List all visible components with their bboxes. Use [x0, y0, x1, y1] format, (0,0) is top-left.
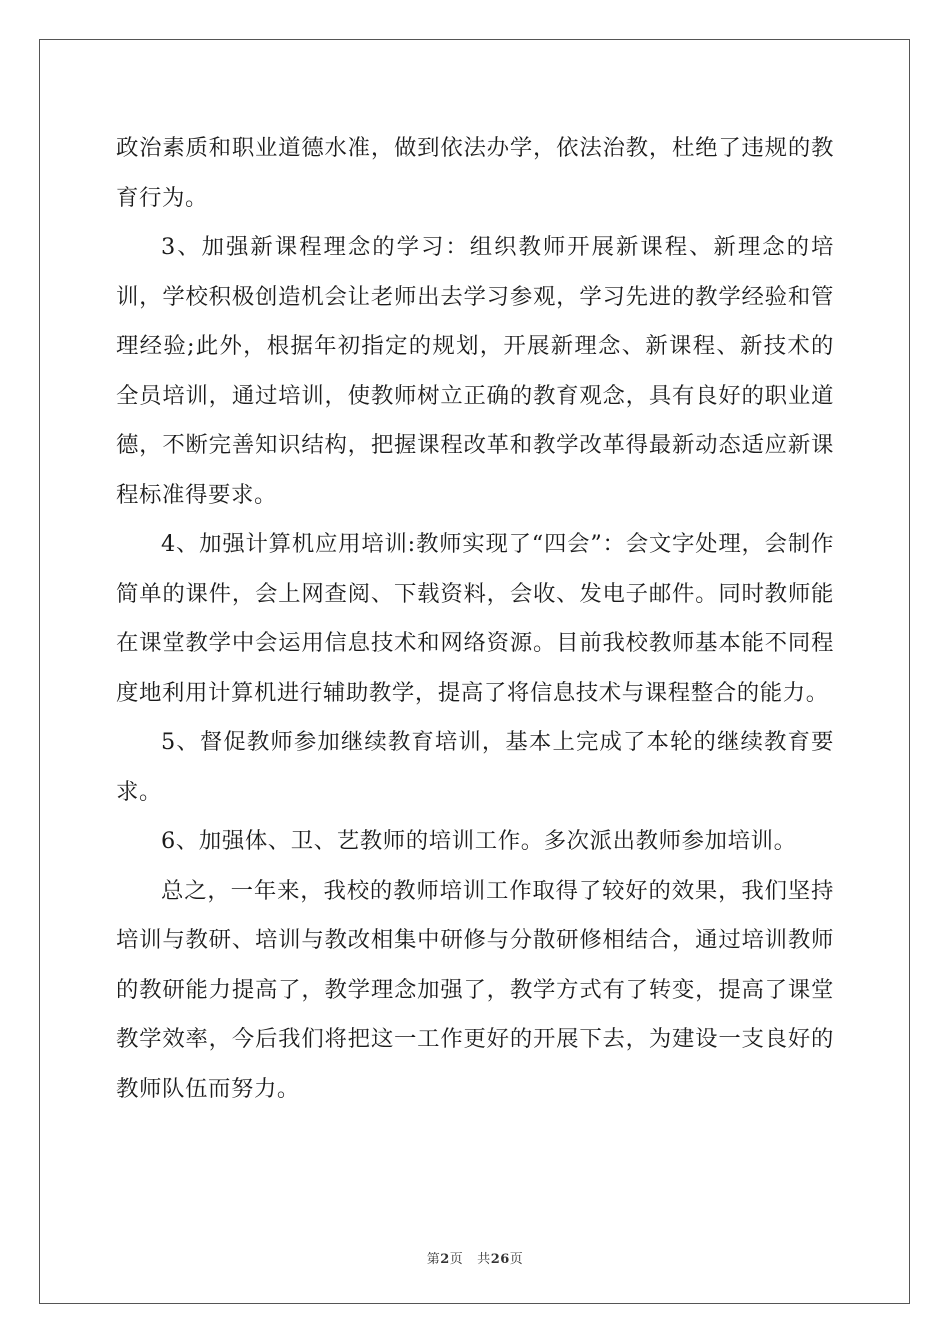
page-footer	[0, 1248, 950, 1267]
paragraph-item-6: 6、加强体、卫、艺教师的培训工作。多次派出教师参加培训。	[161, 828, 797, 854]
paragraph-summary: 总之，一年来，我校的教师培训工作取得了较好的效果，我们坚持培训与教研、培训与教改相集中研修与分散研修相结合，通过培训教师的教研能力提高了，教学理念加强了，教学方式有了转变，提高了课堂教学效率，今后我们将把这一工作更好的开展下去，为建设一支良好的教师队伍而努力。	[116, 877, 834, 1102]
footer-page-total: 26	[490, 1252, 510, 1267]
paragraph-item-3: 3、加强新课程理念的学习：组织教师开展新课程、新理念的培训，学校积极创造机会让老师出去学习参观，学习先进的教学经验和管理经验;此外，根据年初指定的规划，开展新理念、新课程、新技术的全员培训，通过培训，使教师树立正确的教育观念，具有良好的职业道德，不断完善知识结构，把握课程改革和教学改革得最新动态适应新课程标准得要求。	[116, 234, 834, 508]
paragraph-continuation: 政治素质和职业道德水准，做到依法办学，依法治教，杜绝了违规的教育行为。	[116, 135, 834, 211]
paragraph-item-5: 5、督促教师参加继续教育培训，基本上完成了本轮的继续教育要求。	[116, 729, 834, 805]
footer-page-current: 2	[440, 1252, 450, 1267]
footer-page-prefix: 第	[426, 1252, 441, 1267]
footer-total-unit: 页	[509, 1252, 524, 1267]
footer-total-prefix: 共	[477, 1252, 491, 1267]
paragraph-item-4: 4、加强计算机应用培训:教师实现了“四会”：会文字处理，会制作简单的课件，会上网查阅、下载资料，会收、发电子邮件。同时教师能在课堂教学中会运用信息技术和网络资源。目前我校教师基本能不同程度地利用计算机进行辅助教学，提高了将信息技术与课程整合的能力。	[116, 531, 834, 706]
footer-page-unit: 页	[449, 1252, 464, 1267]
document-body	[116, 124, 834, 1114]
